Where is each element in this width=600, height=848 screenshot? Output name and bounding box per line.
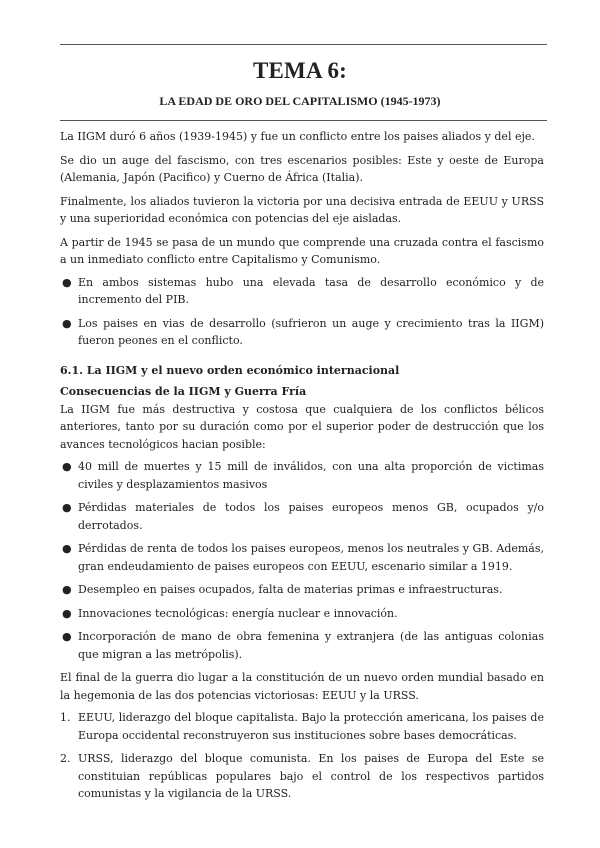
header-rule <box>60 120 547 121</box>
bullet-icon: ● <box>62 630 72 643</box>
bullet-icon: ● <box>62 275 72 289</box>
bullet-icon: ● <box>62 606 72 620</box>
list-item: 2. URSS, liderazgo del bloque comunista. En los paises de Europa del Este se constituian repúblicas populares bajo el control de los respectivos partidos comunistas y la vigilancia de la URSS. <box>60 752 544 800</box>
page-subtitle: LA EDAD DE ORO DEL CAPITALISMO (1945-1973) <box>159 94 441 108</box>
list-item: 1. EEUU, liderazgo del bloque capitalista. Bajo la protección americana, los paises de Europa occidental reconstruyeron sus instituciones sobre bases democráticas. <box>60 711 544 742</box>
numbered-list <box>60 709 544 803</box>
list-item: ● Incorporación de mano de obra femenina y extranjera (de las antiguas colonias que migran a las metrópolis). <box>62 630 544 661</box>
section-heading: 6.1. La IIGM y el nuevo orden económico internacional <box>60 363 400 377</box>
bullet-icon: ● <box>62 583 72 596</box>
intro-paragraph: La IIGM duró 6 años (1939-1945) y fue un conflicto entre los paises aliados y del eje. <box>60 130 535 143</box>
bullet-icon: ● <box>62 460 72 473</box>
intro-paragraph: Se dio un auge del fascismo, con tres escenarios posibles: Este y oeste de Europa (Alemania, Japón (Pacifico) y Cuerno de África (Italia). <box>60 153 544 184</box>
intro-paragraph: Finalmente, los aliados tuvieron la victoria por una decisiva entrada de EEUU y URSS y una superioridad económica con potencias del eje aisladas. <box>60 194 544 225</box>
consequences-bullet-list <box>60 458 544 663</box>
intro-bullet-list <box>60 274 544 350</box>
list-item: ● Los paises en vias de desarrollo (sufrieron un auge y crecimiento tras la IIGM) fueron peones en el conflicto. <box>62 316 544 347</box>
list-item: ● Pérdidas de renta de todos los paises europeos, menos los neutrales y GB. Además, gran endeudamiento de paises europeos con EEUU, escenario similar a 1919. <box>62 542 544 573</box>
list-item: ● Desempleo en paises ocupados, falta de materias primas e infraestructuras. <box>60 581 544 599</box>
list-item: ● 40 mill de muertes y 15 mill de inválidos, con una alta proporción de victimas civiles y desplazamientos masivos <box>62 460 544 491</box>
page-title: TEMA 6: <box>252 58 348 83</box>
section-paragraph: La IIGM fue más destructiva y costosa que cualquiera de los conflictos bélicos anteriores, tanto por su duración como por el superior poder de destrucción que los avances tecnológicos hacian posible: <box>60 402 544 451</box>
bullet-icon: ● <box>62 501 72 514</box>
list-item: ● Pérdidas materiales de todos los paises europeos menos GB, ocupados y/o derrotados. <box>62 501 544 532</box>
list-item: ● En ambos sistemas hubo una elevada tasa de desarrollo económico y de incremento del PIB. <box>62 275 544 306</box>
list-item: ● Innovaciones tecnológicas: energía nuclear e innovación. <box>60 605 544 623</box>
document-body <box>60 128 544 809</box>
intro-paragraph: A partir de 1945 se pasa de un mundo que comprende una cruzada contra el fascismo a un inmediato conflicto entre Capitalismo y Comunismo. <box>60 235 544 266</box>
top-rule <box>60 44 547 45</box>
section-subheading: Consecuencias de la IIGM y Guerra Fría <box>60 385 307 398</box>
closing-paragraph: El final de la guerra dio lugar a la constitución de un nuevo orden mundial basado en la hegemonia de las dos potencias victoriosas: EEUU y la URSS. <box>60 671 544 702</box>
bullet-icon: ● <box>62 316 72 330</box>
bullet-icon: ● <box>62 542 72 555</box>
